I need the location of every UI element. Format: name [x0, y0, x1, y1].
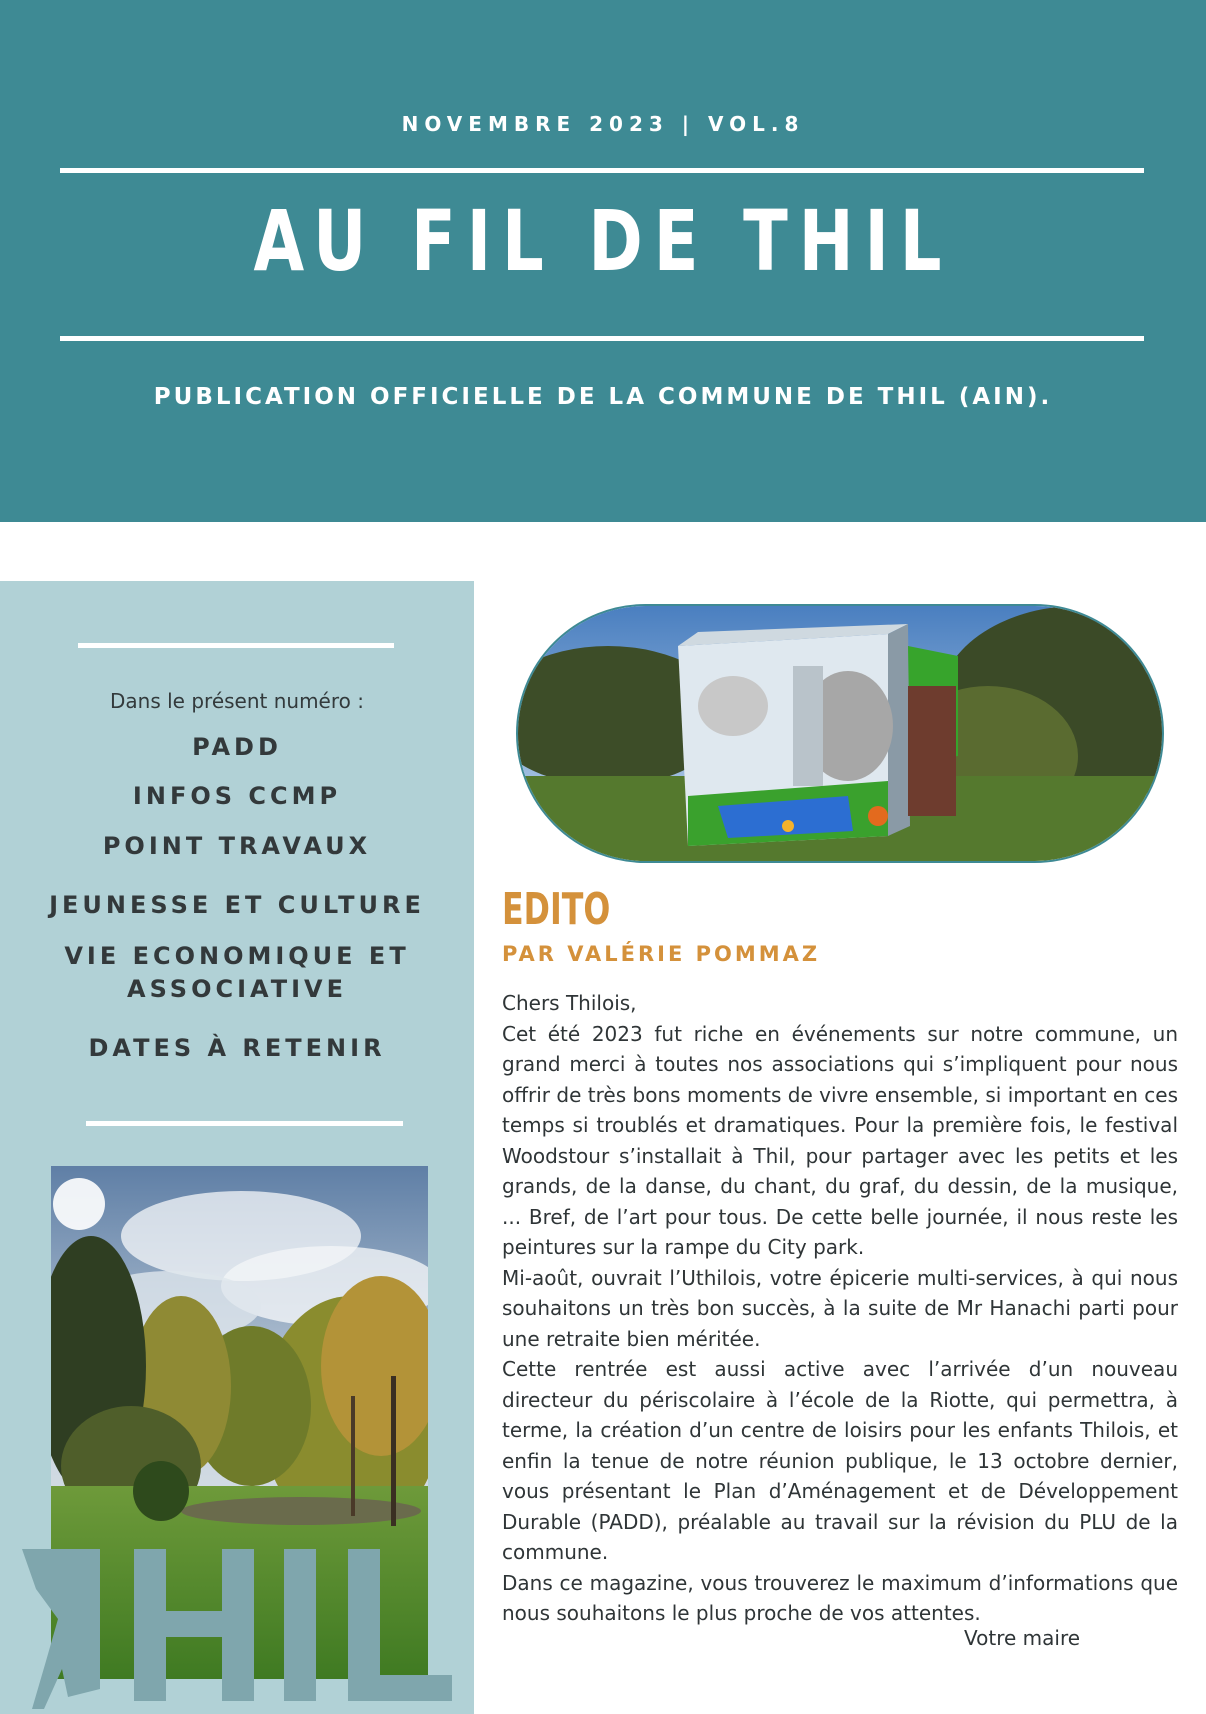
edito-paragraph: Cet été 2023 fut riche en événements sur notre commune, un grand merci à toutes nos associations qui s’impliquent pour nous offrir de très bons moments de vivre ensemble, si important en ces temps si troublés et dramatiques. Pour la première fois, le festival Woodstour s’installait à Thil, pour partager avec les petits et les grands, de la danse, du chant, du graf, du dessin, de la musique, ... Bref, de l’art pour tous. De cette belle journée, il nous reste les peintures sur la rampe du City park. [502, 1021, 1178, 1259]
edito-paragraph: Mi-août, ouvrait l’Uthilois, votre épicerie multi-services, à qui nous souhaitons un très bon succès, à la suite de Mr Hanachi parti pour une retraite bien méritée. [502, 1265, 1178, 1351]
toc-item-infos-ccmp[interactable]: INFOS CCMP [132, 782, 342, 810]
edito-title: EDITO [502, 884, 611, 935]
edito-paragraph: Cette rentrée est aussi active avec l’arrivée d’un nouveau directeur du périscolaire à l’école de la Riotte, qui permettra, à terme, la création d’un centre de loisirs pour les enfants Thilois, et enfin la tenue de notre réunion publique, le 13 octobre dernier, vous présentant le Plan d’Aménagement et de Développement Durable (PADD), préalable au travail sur la révision du PLU de la commune. [502, 1357, 1178, 1564]
thil-logo [22, 1549, 474, 1709]
edito-paragraph: Dans ce magazine, vous trouverez le maximum d’informations que nous souhaitons le plus proche de vos attentes. [502, 1570, 1178, 1625]
toc-item-jeunesse-culture[interactable]: JEUNESSE ET CULTURE [49, 891, 425, 919]
header-divider-bottom [60, 336, 1144, 341]
edito-greeting: Chers Thilois, [502, 991, 637, 1015]
publication-subtitle: PUBLICATION OFFICIELLE DE LA COMMUNE DE THIL (AIN). [153, 384, 1053, 410]
mural-photo [516, 604, 1164, 863]
issue-date: NOVEMBRE 2023 | VOL.8 [401, 112, 805, 136]
sidebar-divider-bottom [86, 1121, 403, 1126]
toc-item-vie-economique[interactable]: VIE ECONOMIQUE ET [64, 942, 410, 970]
toc-item-padd[interactable]: PADD [192, 733, 282, 761]
header-divider-top [60, 168, 1144, 173]
edito-body [502, 988, 1178, 1629]
toc-item-point-travaux[interactable]: POINT TRAVAUX [102, 832, 372, 860]
publication-title: AU FIL DE THIL [253, 192, 953, 290]
sidebar-divider-top [78, 643, 394, 648]
toc-item-associative[interactable]: ASSOCIATIVE [127, 975, 347, 1003]
masthead-banner [0, 0, 1206, 522]
toc-item-dates[interactable]: DATES À RETENIR [88, 1034, 386, 1062]
edito-signature: Votre maire [964, 1626, 1081, 1650]
edito-byline: PAR VALÉRIE POMMAZ [502, 942, 821, 966]
contents-sidebar [0, 581, 474, 1714]
toc-intro: Dans le présent numéro : [110, 689, 364, 713]
